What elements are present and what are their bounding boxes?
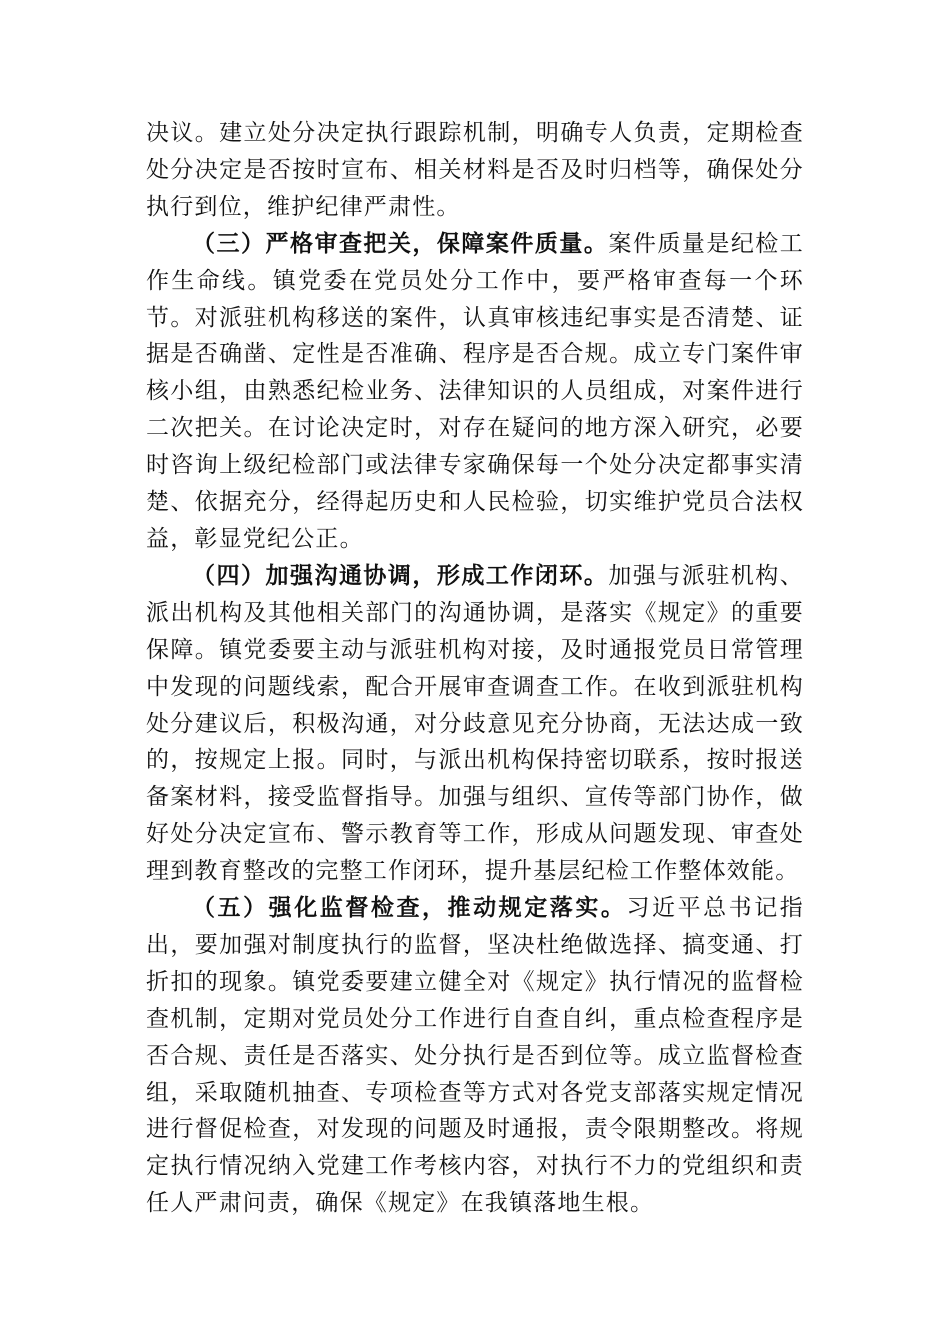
paragraph-body: 习近平总书记指出，要加强对制度执行的监督，坚决杜绝做选择、搞变通、打折扣的现象。镇党委要建立健全对《规定》执行情况的监督检查机制，定期对党员处分工作进行自查自纠，重点检查程序是否合规、责任是否落实、处分执行是否到位等。成立监督检查组，采取随机抽查、专项检查等方式对各党支部落实规定情况进行督促检查，对发现的问题及时通报，责令限期整改。将规定执行情况纳入党建工作考核内容，对执行不力的党组织和责任人严肃问责，确保《规定》在我镇落地生根。 xyxy=(146,895,804,1217)
paragraph-section-3 xyxy=(146,226,804,558)
section-heading-5: （五）强化监督检查，推动规定落实。 xyxy=(192,894,627,922)
paragraph-section-4 xyxy=(146,558,804,890)
paragraph-body: 决议。建立处分决定执行跟踪机制，明确专人负责，定期检查处分决定是否按时宣布、相关材料是否及时归档等，确保处分执行到位，维护纪律严肃性。 xyxy=(146,120,804,220)
document-body xyxy=(146,115,804,1222)
paragraph-continuation xyxy=(146,115,804,226)
section-heading-4: （四）加强沟通协调，形成工作闭环。 xyxy=(192,561,609,589)
paragraph-section-5 xyxy=(146,890,804,1222)
paragraph-body: 加强与派驻机构、派出机构及其他相关部门的沟通协调，是落实《规定》的重要保障。镇党委要主动与派驻机构对接，及时通报党员日常管理中发现的问题线索，配合开展审查调查工作。在收到派驻机构处分建议后，积极沟通，对分歧意见充分协商，无法达成一致的，按规定上报。同时，与派出机构保持密切联系，按时报送备案材料，接受监督指导。加强与组织、宣传等部门协作，做好处分决定宣布、警示教育等工作，形成从问题发现、审查处理到教育整改的完整工作闭环，提升基层纪检工作整体效能。 xyxy=(146,562,804,885)
paragraph-body: 案件质量是纪检工作生命线。镇党委在党员处分工作中，要严格审查每一个环节。对派驻机构移送的案件，认真审核违纪事实是否清楚、证据是否确凿、定性是否准确、程序是否合规。成立专门案件审核小组，由熟悉纪检业务、法律知识的人员组成，对案件进行二次把关。在讨论决定时，对存在疑问的地方深入研究，必要时咨询上级纪检部门或法律专家确保每一个处分决定都事实清楚、依据充分，经得起历史和人民检验，切实维护党员合法权益，彰显党纪公正。 xyxy=(146,230,804,552)
section-heading-3: （三）严格审查把关，保障案件质量。 xyxy=(192,229,609,257)
